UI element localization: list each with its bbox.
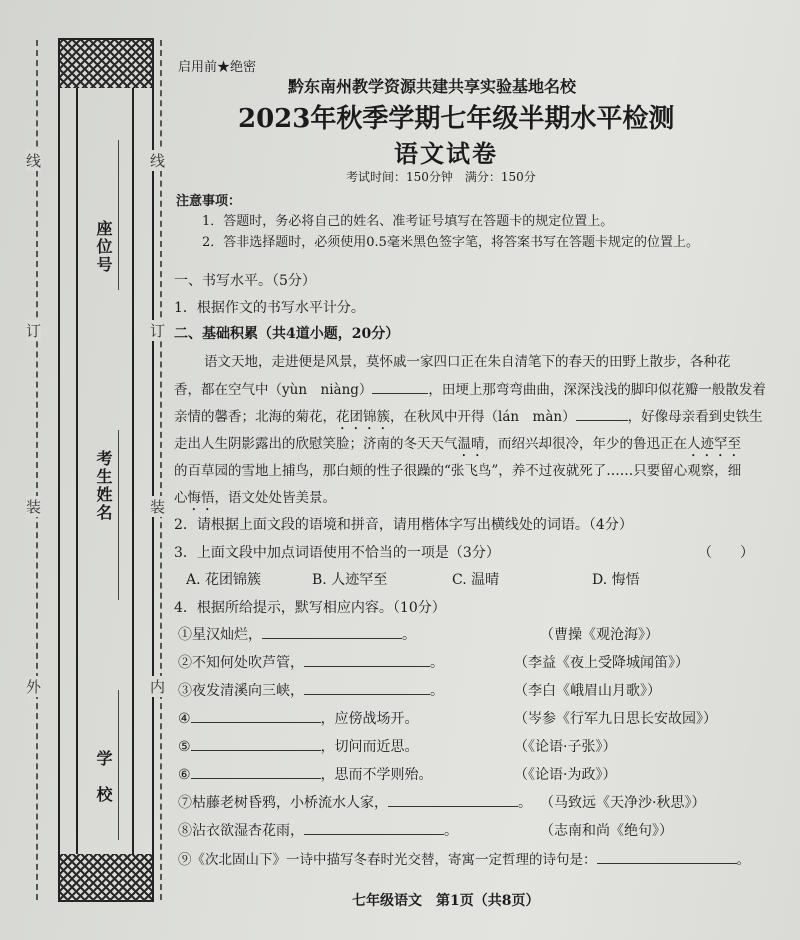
student-name-writing-line[interactable] <box>118 430 119 600</box>
recite-blank-1[interactable] <box>262 624 402 639</box>
notes-heading: 注意事项： <box>176 194 242 209</box>
recite-item-7 <box>178 792 532 812</box>
option-b[interactable]: B. 人迹罕至 <box>312 572 388 588</box>
dotted-word: 悔悟 <box>187 490 215 506</box>
passage-text: 香，都在空气中（yùn niàng） <box>174 382 373 398</box>
recite-prompt: ⑦枯藤老树昏鸦，小桥流水人家， <box>178 795 388 811</box>
option-a[interactable]: A. 花团锦簇 <box>186 572 262 588</box>
recite-prompt: ①星汉灿烂， <box>178 627 262 643</box>
binding-strip <box>58 38 154 902</box>
seat-number-label: 座位号 <box>94 220 113 274</box>
recite-prompt: ⑨《次北固山下》一诗中描写冬春时光交替，寄寓一定哲理的诗句是： <box>178 852 597 868</box>
passage-text: ，好像母亲看到史铁生 <box>627 409 763 425</box>
side-char-fold-left: 装 <box>26 498 42 516</box>
recite-blank-8[interactable] <box>304 820 444 835</box>
question-2: 2．请根据上面文段的语境和拼音，请用楷体字写出横线处的词语。（4分） <box>174 517 633 533</box>
recite-source-5: （《论语·子张》） <box>514 739 617 755</box>
note-item-1: 1．答题时，务必将自己的姓名、准考证号填写在答题卡的规定位置上。 <box>202 214 614 229</box>
section2-heading: 二、基础积累（共4道小题，20分） <box>174 326 400 342</box>
recite-prompt: ⑥ <box>178 767 191 783</box>
question-1: 1．根据作文的书写水平计分。 <box>174 300 365 316</box>
passage-text: 走出人生阴影露出的欣慰笑脸；济南的冬天天气 <box>174 436 458 452</box>
recite-end: 。 <box>736 852 750 868</box>
recite-end: 。 <box>430 683 444 699</box>
recite-blank-9[interactable] <box>597 849 737 864</box>
recite-end: 。 <box>430 655 444 671</box>
hatch-top <box>60 40 152 88</box>
recite-item-6 <box>178 764 433 784</box>
school-name: 黔东南州教学资源共建共享实验基地名校 <box>288 77 577 96</box>
seat-number-writing-line[interactable] <box>118 140 119 290</box>
recite-end: 。 <box>402 627 416 643</box>
side-char-inner: 内 <box>150 678 166 696</box>
passage-line-5: 的百草园的雪地上捕鸟，那白颊的性子很躁的“张飞鸟”，养不过夜就死了……只要留心观察，细 <box>174 463 742 479</box>
recite-source-3: （李白《峨眉山月歌》） <box>514 683 661 699</box>
passage-line-3 <box>174 405 763 433</box>
recite-item-5 <box>178 736 419 756</box>
question-4: 4．根据所给提示，默写相应内容。（10分） <box>174 600 446 616</box>
passage-text: ，而绍兴却很冷，年少的鲁迅正在 <box>484 436 687 452</box>
recite-item-4 <box>178 708 419 728</box>
answer-paren[interactable]: （ ） <box>698 545 754 561</box>
recite-end: 。 <box>518 795 532 811</box>
section1-heading: 一、书写水平。（5分） <box>174 273 316 289</box>
dotted-word: 人迹罕至 <box>687 436 741 452</box>
recite-item-2 <box>178 652 444 672</box>
side-char-outer: 外 <box>26 678 42 696</box>
question-3: 3．上面文段中加点词语使用不恰当的一项是（3分） <box>174 545 500 561</box>
recite-source-6: （《论语·为政》） <box>514 767 617 783</box>
passage-line-6 <box>174 486 336 514</box>
note-item-2: 2．答非选择题时，必须使用0.5毫米黑色签字笔，将答案书写在答题卡规定的位置上。 <box>202 235 699 250</box>
dotted-word: 温晴 <box>457 436 485 452</box>
exam-title: 2023年秋季学期七年级半期水平检测 <box>238 104 675 134</box>
side-char-bind-right: 订 <box>150 322 166 340</box>
option-c[interactable]: C. 温晴 <box>452 572 500 588</box>
passage-line-2 <box>174 378 766 398</box>
school-label: 学 校 <box>94 750 113 804</box>
recite-source-8: （志南和尚《绝句》） <box>540 823 673 839</box>
dotted-word: 花团锦簇 <box>336 409 390 425</box>
recite-source-7: （马致远《天净沙·秋思》） <box>540 795 706 811</box>
recite-blank-5[interactable] <box>191 736 321 751</box>
student-name-label: 考生姓名 <box>94 450 113 522</box>
recite-item-9 <box>178 848 750 868</box>
recite-item-3 <box>178 680 444 700</box>
passage-line-4 <box>174 432 741 460</box>
side-char-line-right: 线 <box>150 152 166 170</box>
page-footer: 七年级语文 第1页（共8页） <box>352 893 540 909</box>
recite-item-1 <box>178 624 416 644</box>
passage-text: 亲情的馨香；北海的菊花， <box>174 409 336 425</box>
recite-end: ，思而不学则殆。 <box>320 767 433 783</box>
passage-text: ，语文处处皆美景。 <box>214 490 336 506</box>
recite-end: ，切问而近思。 <box>320 739 419 755</box>
recite-source-2: （李益《夜上受降城闻笛》） <box>514 655 689 671</box>
recite-blank-2[interactable] <box>304 652 430 667</box>
side-char-bind-left: 订 <box>26 322 42 340</box>
confidential-mark: 启用前★绝密 <box>178 60 257 75</box>
recite-prompt: ⑧沾衣欲湿杏花雨， <box>178 823 304 839</box>
passage-line-1: 语文天地，走进便是风景，莫怀戚一家四口正在朱自清笔下的春天的田野上散步，各种花 <box>204 354 731 370</box>
blank-lanman[interactable] <box>576 406 628 421</box>
recite-prompt: ②不知何处吹芦管， <box>178 655 304 671</box>
recite-prompt: ⑤ <box>178 739 191 755</box>
option-d[interactable]: D. 悔悟 <box>592 572 640 588</box>
passage-text: ，田埂上那弯弯曲曲，深深浅浅的脚印似花瓣一般散发着 <box>428 382 766 398</box>
recite-blank-3[interactable] <box>304 680 430 695</box>
recite-blank-6[interactable] <box>191 764 321 779</box>
hatch-bottom <box>60 854 152 902</box>
recite-source-1: （曹操《观沧海》） <box>540 627 659 643</box>
passage-text: 心 <box>174 490 188 506</box>
recite-prompt: ③夜发清溪向三峡， <box>178 683 304 699</box>
recite-end: 。 <box>444 823 458 839</box>
recite-prompt: ④ <box>178 711 191 727</box>
recite-item-8 <box>178 820 458 840</box>
passage-text: ，在秋风中开得（lán màn） <box>390 409 576 425</box>
school-writing-line[interactable] <box>118 690 119 840</box>
recite-end: ，应傍战场开。 <box>320 711 419 727</box>
recite-source-4: （岑参《行军九日思长安故园》） <box>514 711 717 727</box>
side-char-fold-right: 装 <box>150 498 166 516</box>
recite-blank-4[interactable] <box>191 708 321 723</box>
exam-subject: 语文试卷 <box>394 139 498 168</box>
recite-blank-7[interactable] <box>388 792 518 807</box>
blank-yunniang[interactable] <box>372 379 428 394</box>
side-char-line-left: 线 <box>26 152 42 170</box>
exam-info: 考试时间：150分钟 满分：150分 <box>346 170 536 184</box>
